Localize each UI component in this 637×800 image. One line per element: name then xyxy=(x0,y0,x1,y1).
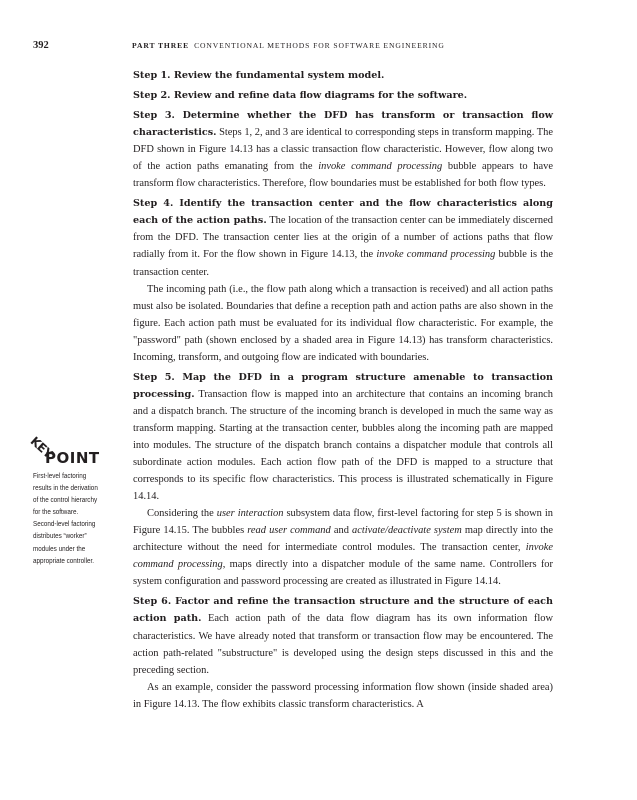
step-4 xyxy=(133,195,553,280)
running-title: CONVENTIONAL METHODS FOR SOFTWARE ENGINEERING xyxy=(194,41,445,50)
step-5-text: Transaction flow is mapped into an architecture that contains an incoming branch and a dispatch branch. The structure of the incoming branch is developed in much the same way as transform mapping. Starting at the transaction center, bubbles along the incoming path are mapped into modules. The structure of the dispatch branch contains a dispatcher module that controls all subordinate action modules. Each action flow path of the DFD is mapped to a structure that corresponds to its specific flow characteristics. This process is illustrated schematically in Figure 14.14. xyxy=(133,388,554,503)
step-4-italic: invoke command processing xyxy=(376,249,496,261)
step-3-italic: invoke command processing xyxy=(318,161,443,173)
step-3-text: Steps 1, 2, and 3 are identical to corresponding steps in transform mapping. The DFD shown in Figure 14.13 has a classic transaction flow characteristic. However, flow along two of the action paths emanating from the xyxy=(133,127,553,173)
note-line: Second-level factoring xyxy=(33,519,96,529)
step-4-text: The location of the transaction center can be immediately discerned from the DFD. The transaction center lies at the origin of a number of actions paths that flow radially from it. For the flow shown in Figure 14.13, the xyxy=(133,215,553,261)
step-4-text-end: bubble is the transaction center. xyxy=(133,249,554,278)
italic-run: user interaction xyxy=(216,508,284,520)
note-line: distributes “worker” xyxy=(33,531,87,541)
step-3 xyxy=(133,107,553,192)
note-line: of the control hierarchy xyxy=(33,495,98,505)
step-4-paragraph-2: The incoming path (i.e., the flow path along which a transaction is received) and all action paths must also be isolated. Boundaries that define a reception path and action paths are also shown in the figure. Each action path must be evaluated for its individual flow characteristic. For example, the "password" path (shown enclosed by a shaded area in Figure 14.13) has transform characteristics. Incoming, transform, and outgoing flow are indicated with boundaries. xyxy=(133,283,553,363)
italic-run: read user command xyxy=(247,525,331,537)
key-point-icon xyxy=(27,432,127,470)
part-label: PART THREE xyxy=(132,41,190,50)
step-5-title: Step 5. Map the DFD in a program structure amenable to transaction processing. xyxy=(133,371,553,400)
step-1-title: Step 1. Review the fundamental system model. xyxy=(133,70,385,81)
point-label: POINT xyxy=(45,449,100,467)
italic-run: invoke command processing xyxy=(133,542,553,571)
note-line: modules under the xyxy=(33,543,86,553)
step-2 xyxy=(133,87,553,104)
note-line: appropriate controller. xyxy=(33,555,94,565)
text-run: and xyxy=(330,525,353,537)
step-3-text-end: bubble appears to have transform flow characteristics. Therefore, flow boundaries must be established for both flow types. xyxy=(133,161,553,190)
step-6-title: Step 6. Factor and refine the transaction structure and the structure of each action path. xyxy=(133,596,553,625)
step-4-title: Step 4. Identify the transaction center and the flow characteristics along each of the action paths. xyxy=(133,198,553,227)
note-line: results in the derivation xyxy=(33,483,98,493)
note-line: for the software. xyxy=(33,507,79,517)
key-label: KEY xyxy=(27,434,56,461)
text-run: , maps directly into a dispatcher module of the same name. Controllers for system configuration and password processing are created as illustrated in Figure 14.14. xyxy=(133,559,554,588)
note-line: First-level factoring xyxy=(33,471,87,480)
body-text xyxy=(133,67,553,713)
step-6 xyxy=(133,593,553,678)
step-1 xyxy=(133,67,553,84)
key-point-note xyxy=(33,470,127,567)
running-header xyxy=(33,40,613,54)
italic-run: activate/deactivate system xyxy=(352,525,462,537)
step-2-title: Step 2. Review and refine data flow diagrams for the software. xyxy=(133,90,468,102)
step-5 xyxy=(133,369,553,505)
step-6-paragraph-2: As an example, consider the password processing information flow shown (inside shaded area) in Figure 14.13. The flow exhibits classic transform characteristics. A xyxy=(133,681,553,710)
running-head xyxy=(132,41,445,50)
step-3-title: Step 3. Determine whether the DFD has transform or transaction flow characteristics. xyxy=(133,110,553,139)
text-run: subsystem data flow, first-level factoring for step 5 is shown in Figure 14.15. The bubbles xyxy=(133,508,553,537)
key-point-sidebar xyxy=(27,432,127,567)
text-run: map directly into the architecture without the need for intermediate control modules. The transaction center, xyxy=(133,525,553,554)
step-6-text: Each action path of the data flow diagram has its own information flow characteristics. We have already noted that transform or transaction flow may be encountered. The action path-related "substructure" is developed using the design steps discussed in this and the preceding section. xyxy=(133,613,553,676)
step-5-paragraph-2 xyxy=(133,505,553,590)
text-run: Considering the xyxy=(147,508,217,520)
page-number: 392 xyxy=(33,40,49,51)
